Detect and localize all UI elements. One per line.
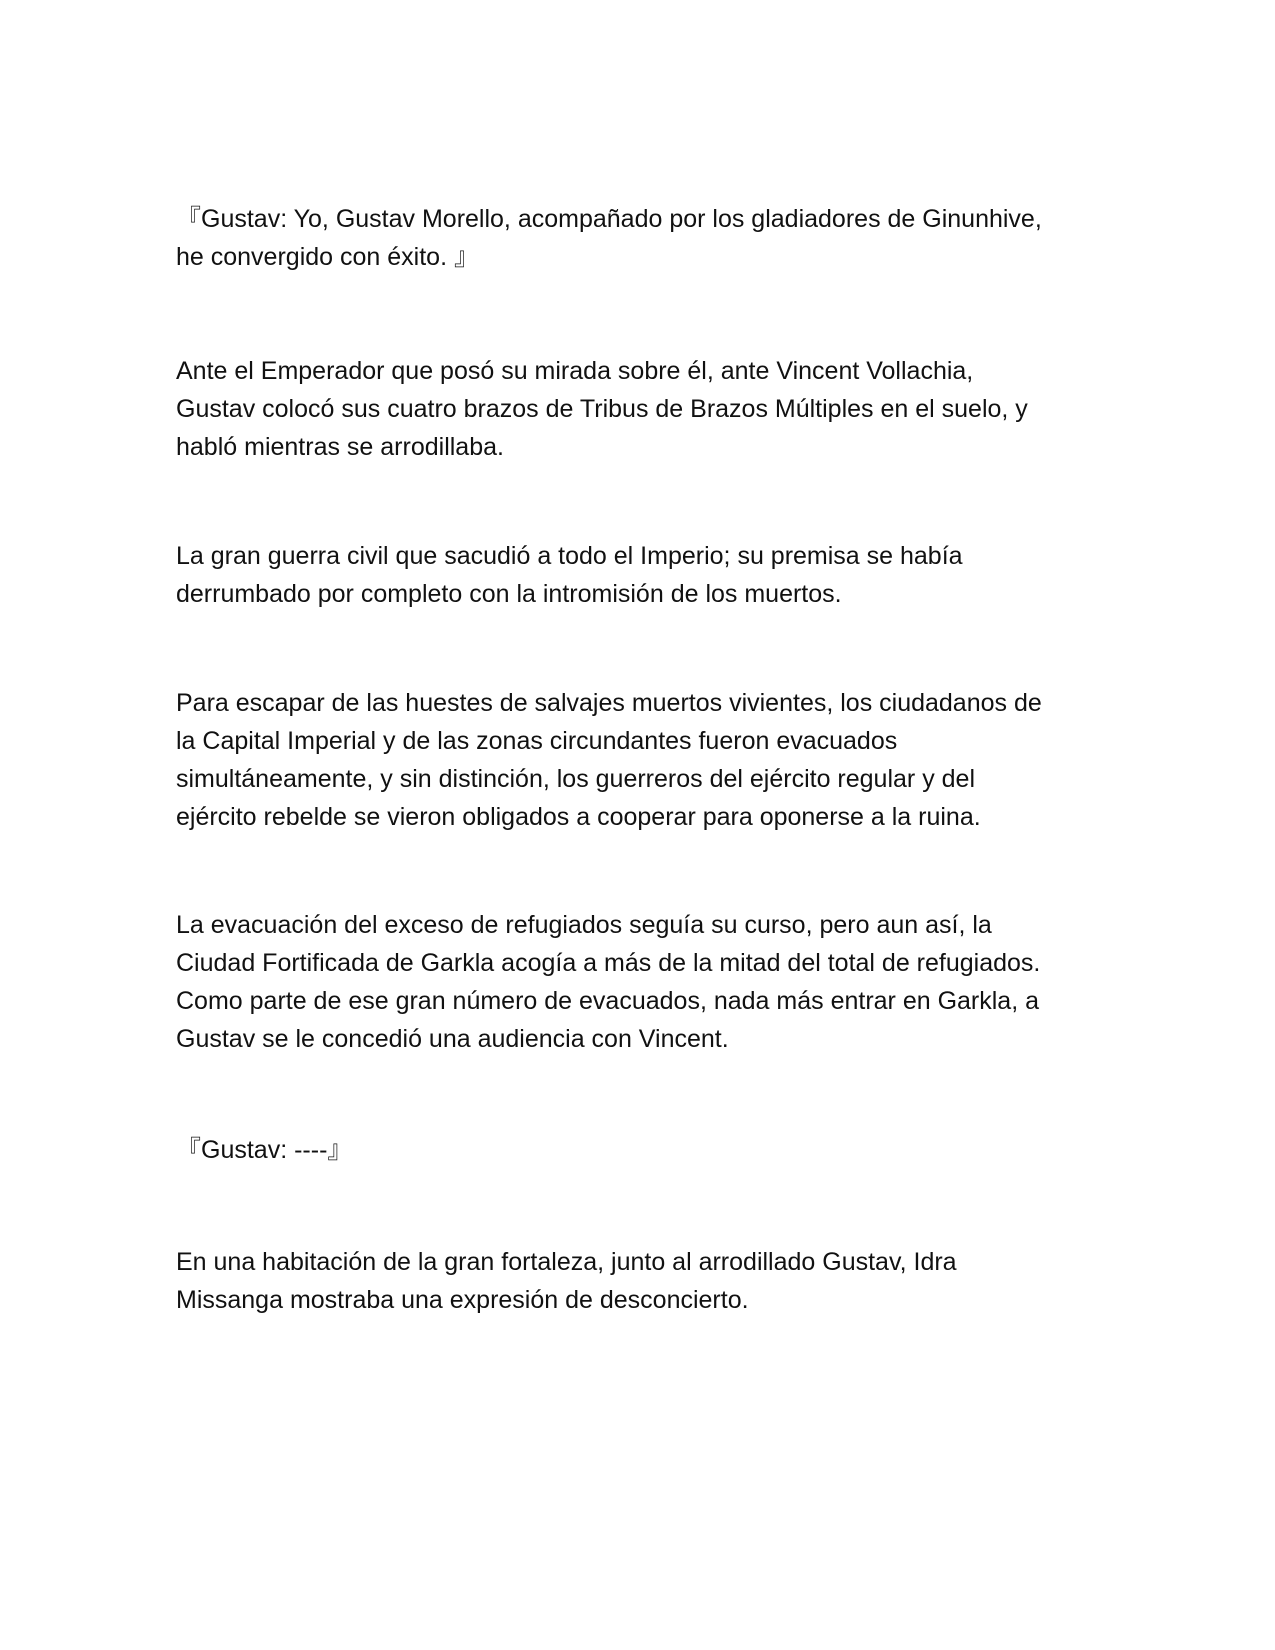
paragraph-dialogue-gustav-arrival: [176, 200, 1096, 276]
text-line: La evacuación del exceso de refugiados seguía su curso, pero aun así, la: [176, 911, 992, 939]
paragraph-garkla-refugees: [176, 906, 1096, 1058]
text-line: 『Gustav: ----』: [176, 1136, 353, 1164]
text-line: En una habitación de la gran fortaleza, junto al arrodillado Gustav, Idra: [176, 1248, 957, 1276]
text-line: La gran guerra civil que sacudió a todo el Imperio; su premisa se había: [176, 542, 963, 570]
text-line: simultáneamente, y sin distinción, los guerreros del ejército regular y del: [176, 765, 975, 793]
text-line: Gustav se le concedió una audiencia con Vincent.: [176, 1025, 729, 1053]
paragraph-dialogue-gustav-silence: [176, 1131, 1096, 1169]
text-line: he convergido con éxito. 』: [176, 243, 479, 271]
paragraph-civil-war: [176, 537, 1096, 613]
paragraph-evacuation-cooperation: [176, 684, 1096, 836]
text-line: Ciudad Fortificada de Garkla acogía a más de la mitad del total de refugiados.: [176, 949, 1041, 977]
text-line: derrumbado por completo con la intromisión de los muertos.: [176, 580, 842, 608]
text-line: habló mientras se arrodillaba.: [176, 433, 504, 461]
text-line: 『Gustav: Yo, Gustav Morello, acompañado por los gladiadores de Ginunhive,: [176, 205, 1042, 233]
paragraph-gustav-kneels: [176, 352, 1096, 466]
text-line: Missanga mostraba una expresión de desconcierto.: [176, 1286, 749, 1314]
text-line: ejército rebelde se vieron obligados a cooperar para oponerse a la ruina.: [176, 803, 981, 831]
text-line: Ante el Emperador que posó su mirada sobre él, ante Vincent Vollachia,: [176, 357, 974, 385]
paragraph-idra-confusion: [176, 1243, 1096, 1319]
text-line: la Capital Imperial y de las zonas circundantes fueron evacuados: [176, 727, 898, 755]
text-line: Como parte de ese gran número de evacuados, nada más entrar en Garkla, a: [176, 987, 1040, 1015]
text-line: Gustav colocó sus cuatro brazos de Tribus de Brazos Múltiples en el suelo, y: [176, 395, 1028, 423]
text-line: Para escapar de las huestes de salvajes muertos vivientes, los ciudadanos de: [176, 689, 1042, 717]
